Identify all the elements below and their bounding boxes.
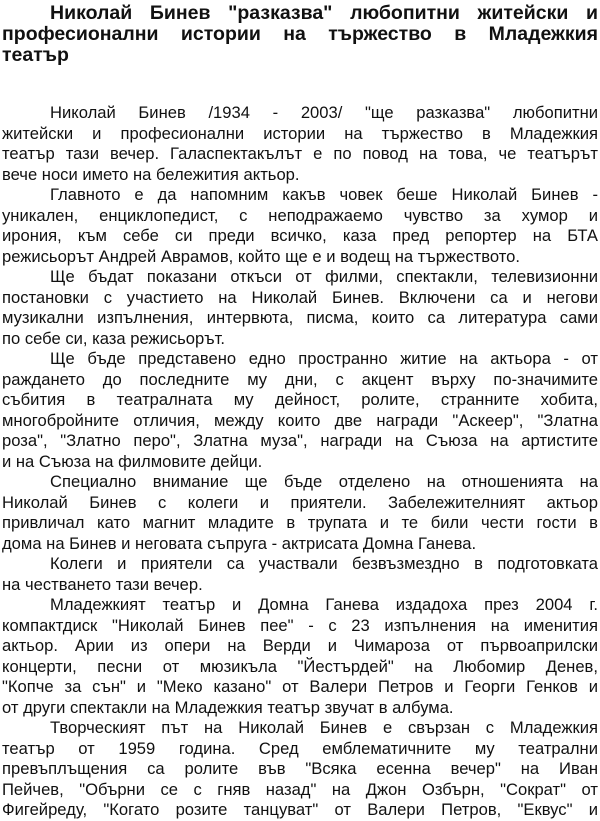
text-line: "Копче за сън" и "Меко казано" от Валери Петров и Георги Генков и	[2, 677, 598, 696]
text-line: Ще бъде представено едно пространно житие на актьора - от	[50, 349, 598, 368]
text-line: превъплъщения са ролите във "Всяка есенна вечер" на Иван	[2, 759, 598, 778]
article-title	[2, 3, 598, 66]
paragraph	[2, 103, 598, 185]
text-line: раждането до последните му дни, с акцент върху по-значимите	[2, 369, 598, 389]
title-line: театър	[2, 45, 69, 66]
text-line: ирония, към себе си преди всичко, каза пред репортер на БТА	[2, 226, 598, 245]
text-line: многобройните отличия, между които две награди "Аскеер", "Златна	[2, 410, 598, 430]
text-line: постановки с участието на Николай Бинев. Включени са и негови	[2, 287, 598, 307]
text-line: уникален, енциклопедист, с неподражаемо чувство за хумор и	[2, 205, 598, 225]
paragraph	[2, 718, 598, 821]
text-line: театър от 1959 година. Сред емблематичните му театрални	[2, 738, 598, 758]
text-line: роза", "Златно перо", Златна муза", награди на Съюза на артистите	[2, 431, 598, 450]
text-line: от други спектакли на Младежкия театър звучат в албума.	[2, 697, 454, 717]
paragraph	[2, 267, 598, 349]
title-line: професионални истории на тържество в Младежкия	[2, 24, 598, 45]
text-line: театър тази вечер. Галаспектакълът е по повод на това, че театърът	[2, 144, 598, 163]
text-line: Творческият път на Николай Бинев е свързан с Младежкия	[50, 718, 598, 737]
text-line: по себе си, каза режисьорът.	[2, 328, 226, 348]
text-line: Ще бъдат показани откъси от филми, спектакли, телевизионни	[50, 267, 598, 286]
text-line: музикални изпълнения, интервюта, писма, които са литература сами	[2, 308, 598, 327]
paragraph	[2, 595, 598, 718]
text-line: концерти, песни от мюзикъла "Йестърдей" на Любомир Денев,	[2, 656, 598, 676]
text-line: Николай Бинев с колеги и приятели. Забележителният актьор	[2, 492, 598, 512]
text-line: Колеги и приятели са участвали безвъзмездно в подготовката	[50, 554, 598, 573]
text-line: Главното е да напомним какъв човек беше Николай Бинев -	[50, 185, 598, 204]
text-line: Младежкият театър и Домна Ганева издадоха през 2004 г.	[50, 595, 598, 614]
paragraph	[2, 185, 598, 267]
text-line: и на Съюза на филмовите дейци.	[2, 451, 263, 471]
text-line: Специално внимание ще бъде отделено на отношенията на	[50, 472, 598, 491]
text-line: събития в театралната му дейност, ролите, странните хобита,	[2, 390, 598, 409]
paragraph	[2, 472, 598, 554]
title-line: Николай Бинев "разказва" любопитни житейски и	[50, 3, 598, 24]
text-line: дома на Бинев и неговата съпруга - актрисата Домна Ганева.	[2, 533, 477, 553]
text-line: вече носи името на бележития актьор.	[2, 164, 300, 184]
text-line: актьор. Арии из опери на Верди и Чимароза от първоаприлски	[2, 636, 598, 655]
text-line: привличал като магнит младите в трупата и те били чести гости в	[2, 513, 598, 532]
text-line: Фигейреду, "Когато розите танцуват" от Валери Петров, "Еквус" и	[2, 800, 598, 819]
paragraph	[2, 349, 598, 472]
text-line: компактдиск "Николай Бинев пее" - с 23 изпълнения на именития	[2, 615, 598, 635]
document	[2, 0, 598, 821]
text-line: Николай Бинев /1934 - 2003/ "ще разказва" любопитни	[50, 103, 598, 122]
text-line: Пейчев, "Обърни се с гняв назад" на Джон Озбърн, "Сократ" от	[2, 779, 598, 799]
text-line: на честването тази вечер.	[2, 574, 203, 594]
article-body	[2, 103, 598, 821]
text-line: житейски и професионални истории на тържество в Младежкия	[2, 123, 598, 143]
text-line: режисьорът Андрей Аврамов, който ще е и водещ на тържеството.	[2, 246, 520, 266]
paragraph	[2, 554, 598, 595]
